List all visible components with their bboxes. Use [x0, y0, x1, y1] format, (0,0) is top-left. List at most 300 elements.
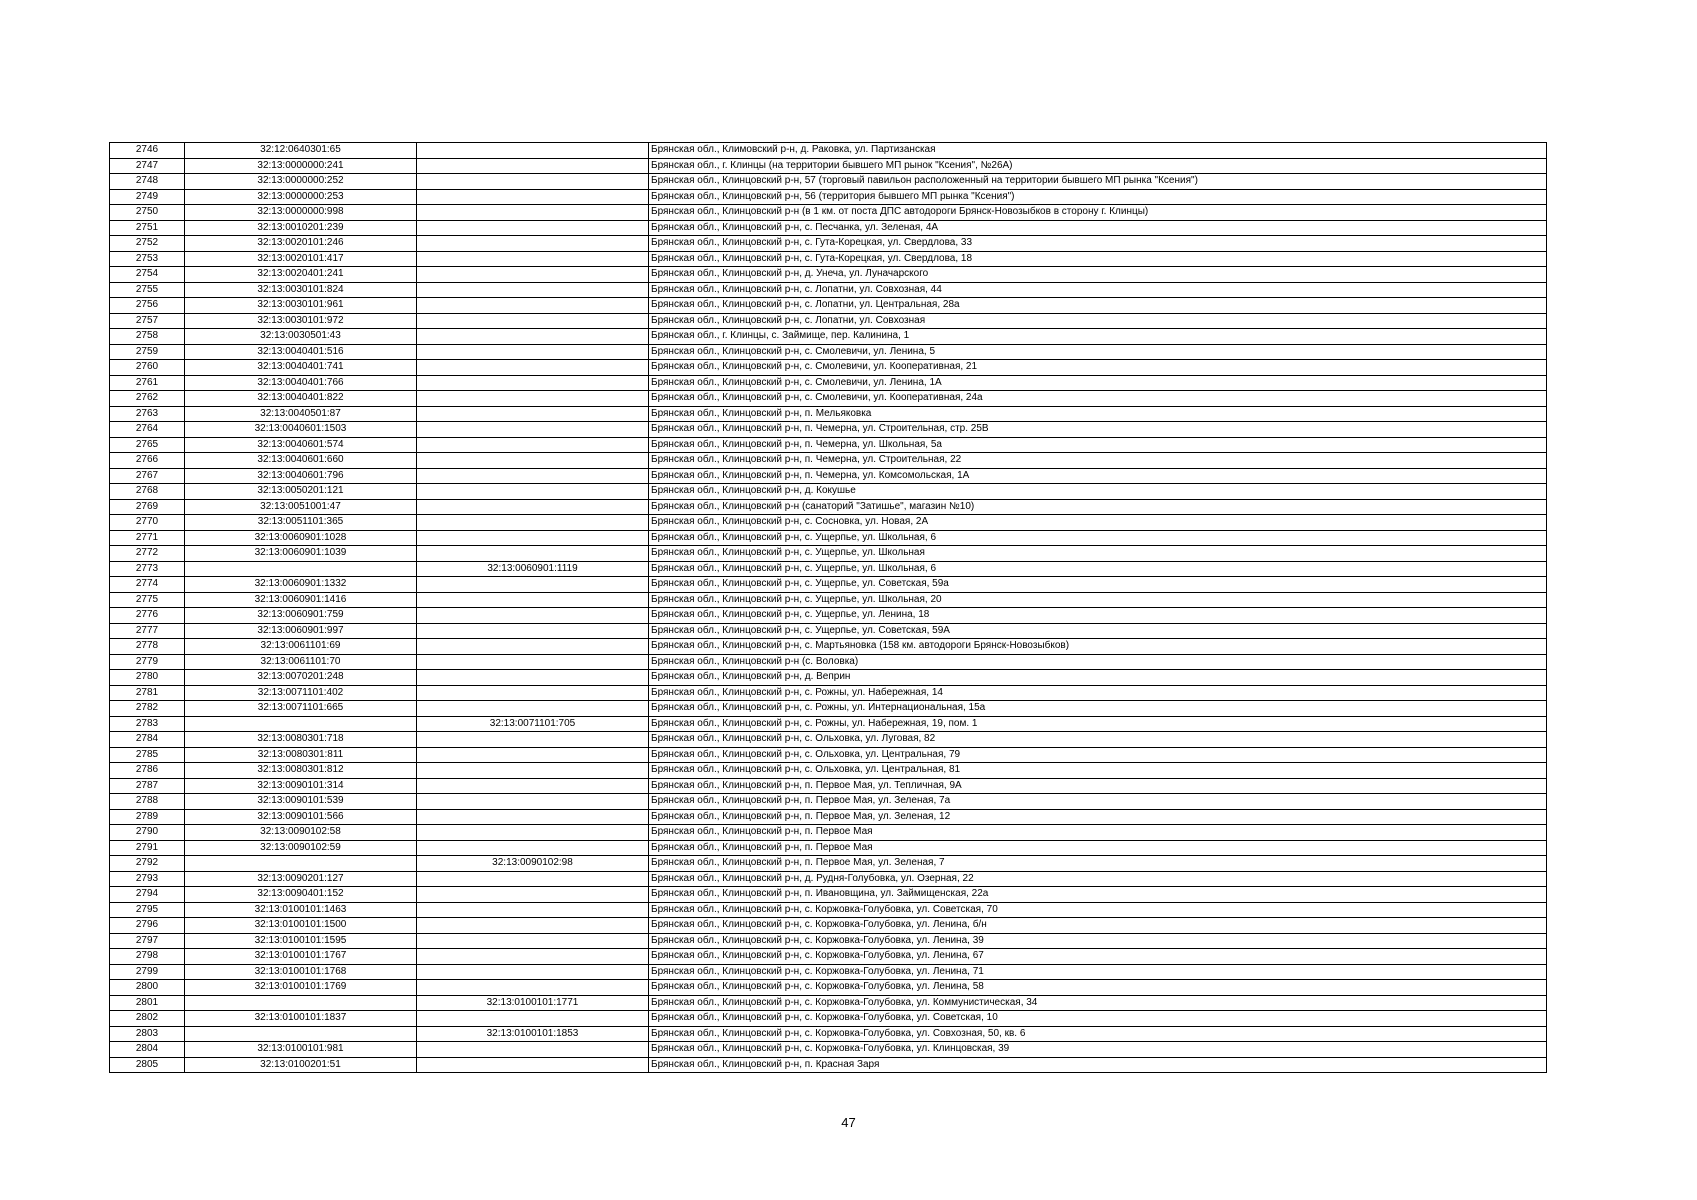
- table-row: [110, 871, 1547, 887]
- table-row: [110, 623, 1547, 639]
- address-cell: Брянская обл., Клинцовский р-н, с. Смолевичи, ул. Ленина, 1А: [649, 375, 1547, 391]
- table-row: [110, 174, 1547, 190]
- building-cadastral-number-cell: [417, 918, 649, 934]
- building-cadastral-number-cell: [417, 654, 649, 670]
- address-cell: Брянская обл., Клинцовский р-н, с. Ущерпье, ул. Школьная, 6: [649, 561, 1547, 577]
- row-number-cell: 2802: [110, 1011, 185, 1027]
- row-number-cell: 2783: [110, 716, 185, 732]
- address-cell: Брянская обл., Клинцовский р-н, с. Смолевичи, ул. Кооперативная, 21: [649, 360, 1547, 376]
- building-cadastral-number-cell: [417, 267, 649, 283]
- row-number-cell: 2752: [110, 236, 185, 252]
- building-cadastral-number-cell: [417, 623, 649, 639]
- address-cell: Брянская обл., Клинцовский р-н, с. Коржовка-Голубовка, ул. Советская, 10: [649, 1011, 1547, 1027]
- address-cell: Брянская обл., Клинцовский р-н, с. Ущерпье, ул. Школьная: [649, 546, 1547, 562]
- table-row: [110, 313, 1547, 329]
- building-cadastral-number-cell: [417, 701, 649, 717]
- row-number-cell: 2770: [110, 515, 185, 531]
- address-cell: Брянская обл., Клинцовский р-н, с. Рожны, ул. Интернациональная, 15а: [649, 701, 1547, 717]
- land-cadastral-number-cell: 32:13:0061101:70: [185, 654, 417, 670]
- land-cadastral-number-cell: [185, 561, 417, 577]
- row-number-cell: 2746: [110, 143, 185, 159]
- row-number-cell: 2774: [110, 577, 185, 593]
- row-number-cell: 2785: [110, 747, 185, 763]
- row-number-cell: 2789: [110, 809, 185, 825]
- row-number-cell: 2804: [110, 1042, 185, 1058]
- building-cadastral-number-cell: [417, 1011, 649, 1027]
- row-number-cell: 2756: [110, 298, 185, 314]
- land-cadastral-number-cell: 32:13:0020101:417: [185, 251, 417, 267]
- building-cadastral-number-cell: [417, 236, 649, 252]
- land-cadastral-number-cell: [185, 856, 417, 872]
- address-cell: Брянская обл., Клинцовский р-н, п. Чемерна, ул. Строительная, 22: [649, 453, 1547, 469]
- land-cadastral-number-cell: 32:13:0000000:241: [185, 158, 417, 174]
- table-row: [110, 220, 1547, 236]
- table-row: [110, 763, 1547, 779]
- building-cadastral-number-cell: [417, 980, 649, 996]
- row-number-cell: 2801: [110, 995, 185, 1011]
- table-row: [110, 360, 1547, 376]
- table-row: [110, 391, 1547, 407]
- land-cadastral-number-cell: 32:13:0020401:241: [185, 267, 417, 283]
- building-cadastral-number-cell: [417, 468, 649, 484]
- row-number-cell: 2772: [110, 546, 185, 562]
- row-number-cell: 2800: [110, 980, 185, 996]
- table-row: [110, 236, 1547, 252]
- building-cadastral-number-cell: [417, 530, 649, 546]
- table-row: [110, 267, 1547, 283]
- table-row: [110, 561, 1547, 577]
- table-row: [110, 468, 1547, 484]
- land-cadastral-number-cell: 32:13:0060901:1332: [185, 577, 417, 593]
- land-cadastral-number-cell: 32:13:0090101:314: [185, 778, 417, 794]
- table-row: [110, 639, 1547, 655]
- row-number-cell: 2762: [110, 391, 185, 407]
- address-cell: Брянская обл., Клинцовский р-н, п. Ивановщина, ул. Займищенская, 22а: [649, 887, 1547, 903]
- building-cadastral-number-cell: [417, 329, 649, 345]
- land-cadastral-number-cell: 32:13:0040401:516: [185, 344, 417, 360]
- table-row: [110, 716, 1547, 732]
- building-cadastral-number-cell: [417, 375, 649, 391]
- address-cell: Брянская обл., Клинцовский р-н, с. Коржовка-Голубовка, ул. Ленина, 67: [649, 949, 1547, 965]
- address-cell: Брянская обл., Клинцовский р-н, с. Лопатни, ул. Центральная, 28а: [649, 298, 1547, 314]
- table-row: [110, 732, 1547, 748]
- address-cell: Брянская обл., Клинцовский р-н, с. Ущерпье, ул. Советская, 59а: [649, 577, 1547, 593]
- address-cell: Брянская обл., Клинцовский р-н, 56 (территория бывшего МП рынка "Ксения"): [649, 189, 1547, 205]
- address-cell: Брянская обл., Клинцовский р-н, п. Красная Заря: [649, 1057, 1547, 1073]
- table-row: [110, 794, 1547, 810]
- building-cadastral-number-cell: [417, 344, 649, 360]
- address-cell: Брянская обл., Клинцовский р-н, с. Мартьяновка (158 км. автодороги Брянск-Новозыбков): [649, 639, 1547, 655]
- address-cell: Брянская обл., Клинцовский р-н, п. Первое Мая, ул. Зеленая, 7: [649, 856, 1547, 872]
- table-row: [110, 1026, 1547, 1042]
- address-cell: Брянская обл., Клинцовский р-н, с. Коржовка-Голубовка, ул. Ленина, 71: [649, 964, 1547, 980]
- address-cell: Брянская обл., Клинцовский р-н, с. Сосновка, ул. Новая, 2А: [649, 515, 1547, 531]
- table-row: [110, 329, 1547, 345]
- property-registry-table: [109, 142, 1547, 1073]
- land-cadastral-number-cell: 32:13:0100101:1768: [185, 964, 417, 980]
- row-number-cell: 2781: [110, 685, 185, 701]
- address-cell: Брянская обл., Клинцовский р-н, с. Гута-Корецкая, ул. Свердлова, 33: [649, 236, 1547, 252]
- row-number-cell: 2771: [110, 530, 185, 546]
- address-cell: Брянская обл., Клинцовский р-н, с. Лопатни, ул. Совхозная: [649, 313, 1547, 329]
- row-number-cell: 2799: [110, 964, 185, 980]
- building-cadastral-number-cell: [417, 406, 649, 422]
- building-cadastral-number-cell: [417, 840, 649, 856]
- building-cadastral-number-cell: [417, 577, 649, 593]
- table-row: [110, 437, 1547, 453]
- address-cell: Брянская обл., Клинцовский р-н, д. Рудня-Голубовка, ул. Озерная, 22: [649, 871, 1547, 887]
- table-row: [110, 701, 1547, 717]
- row-number-cell: 2786: [110, 763, 185, 779]
- table-row: [110, 344, 1547, 360]
- row-number-cell: 2798: [110, 949, 185, 965]
- address-cell: Брянская обл., Клинцовский р-н, с. Рожны, ул. Набережная, 14: [649, 685, 1547, 701]
- table-row: [110, 964, 1547, 980]
- land-cadastral-number-cell: 32:13:0030501:43: [185, 329, 417, 345]
- table-row: [110, 887, 1547, 903]
- building-cadastral-number-cell: [417, 158, 649, 174]
- building-cadastral-number-cell: [417, 763, 649, 779]
- building-cadastral-number-cell: 32:13:0071101:705: [417, 716, 649, 732]
- land-cadastral-number-cell: 32:13:0040601:660: [185, 453, 417, 469]
- row-number-cell: 2767: [110, 468, 185, 484]
- address-cell: Брянская обл., Клинцовский р-н, с. Лопатни, ул. Совхозная, 44: [649, 282, 1547, 298]
- row-number-cell: 2750: [110, 205, 185, 221]
- land-cadastral-number-cell: 32:13:0060901:759: [185, 608, 417, 624]
- building-cadastral-number-cell: [417, 282, 649, 298]
- building-cadastral-number-cell: [417, 298, 649, 314]
- row-number-cell: 2784: [110, 732, 185, 748]
- address-cell: Брянская обл., г. Клинцы (на территории бывшего МП рынок "Ксения", №26А): [649, 158, 1547, 174]
- address-cell: Брянская обл., Клинцовский р-н (санаторий "Затишье", магазин №10): [649, 499, 1547, 515]
- land-cadastral-number-cell: 32:13:0100101:1767: [185, 949, 417, 965]
- address-cell: Брянская обл., Клинцовский р-н, п. Первое Мая, ул. Тепличная, 9А: [649, 778, 1547, 794]
- address-cell: Брянская обл., Клинцовский р-н, с. Коржовка-Голубовка, ул. Ленина, б/н: [649, 918, 1547, 934]
- land-cadastral-number-cell: 32:13:0100101:1837: [185, 1011, 417, 1027]
- row-number-cell: 2766: [110, 453, 185, 469]
- building-cadastral-number-cell: [417, 794, 649, 810]
- address-cell: Брянская обл., Клинцовский р-н, с. Ущерпье, ул. Советская, 59А: [649, 623, 1547, 639]
- building-cadastral-number-cell: 32:13:0100101:1771: [417, 995, 649, 1011]
- building-cadastral-number-cell: [417, 515, 649, 531]
- row-number-cell: 2747: [110, 158, 185, 174]
- building-cadastral-number-cell: [417, 143, 649, 159]
- address-cell: Брянская обл., Клинцовский р-н, с. Коржовка-Голубовка, ул. Совхозная, 50, кв. 6: [649, 1026, 1547, 1042]
- building-cadastral-number-cell: 32:13:0100101:1853: [417, 1026, 649, 1042]
- row-number-cell: 2803: [110, 1026, 185, 1042]
- table-row: [110, 375, 1547, 391]
- table-row: [110, 453, 1547, 469]
- land-cadastral-number-cell: [185, 995, 417, 1011]
- building-cadastral-number-cell: [417, 608, 649, 624]
- land-cadastral-number-cell: 32:13:0090101:566: [185, 809, 417, 825]
- address-cell: Брянская обл., Климовский р-н, д. Раковка, ул. Партизанская: [649, 143, 1547, 159]
- row-number-cell: 2754: [110, 267, 185, 283]
- row-number-cell: 2790: [110, 825, 185, 841]
- table-row: [110, 406, 1547, 422]
- land-cadastral-number-cell: 32:13:0061101:69: [185, 639, 417, 655]
- building-cadastral-number-cell: [417, 453, 649, 469]
- building-cadastral-number-cell: [417, 670, 649, 686]
- row-number-cell: 2758: [110, 329, 185, 345]
- land-cadastral-number-cell: 32:13:0100101:1769: [185, 980, 417, 996]
- row-number-cell: 2763: [110, 406, 185, 422]
- land-cadastral-number-cell: 32:13:0100201:51: [185, 1057, 417, 1073]
- row-number-cell: 2760: [110, 360, 185, 376]
- table-row: [110, 809, 1547, 825]
- land-cadastral-number-cell: 32:13:0040401:766: [185, 375, 417, 391]
- building-cadastral-number-cell: [417, 592, 649, 608]
- building-cadastral-number-cell: [417, 809, 649, 825]
- building-cadastral-number-cell: [417, 251, 649, 267]
- row-number-cell: 2793: [110, 871, 185, 887]
- table-row: [110, 577, 1547, 593]
- address-cell: Брянская обл., Клинцовский р-н, с. Рожны, ул. Набережная, 19, пом. 1: [649, 716, 1547, 732]
- address-cell: Брянская обл., Клинцовский р-н, п. Первое Мая, ул. Зеленая, 12: [649, 809, 1547, 825]
- building-cadastral-number-cell: [417, 546, 649, 562]
- address-cell: Брянская обл., Клинцовский р-н (с. Воловка): [649, 654, 1547, 670]
- address-cell: Брянская обл., Клинцовский р-н, с. Коржовка-Голубовка, ул. Советская, 70: [649, 902, 1547, 918]
- land-cadastral-number-cell: 32:13:0040601:574: [185, 437, 417, 453]
- land-cadastral-number-cell: 32:13:0100101:1595: [185, 933, 417, 949]
- land-cadastral-number-cell: [185, 716, 417, 732]
- row-number-cell: 2757: [110, 313, 185, 329]
- table-row: [110, 670, 1547, 686]
- land-cadastral-number-cell: 32:13:0000000:252: [185, 174, 417, 190]
- row-number-cell: 2796: [110, 918, 185, 934]
- address-cell: Брянская обл., Клинцовский р-н, п. Первое Мая: [649, 825, 1547, 841]
- table-row: [110, 778, 1547, 794]
- row-number-cell: 2805: [110, 1057, 185, 1073]
- row-number-cell: 2773: [110, 561, 185, 577]
- land-cadastral-number-cell: 32:13:0040501:87: [185, 406, 417, 422]
- land-cadastral-number-cell: 32:13:0080301:718: [185, 732, 417, 748]
- registry-table-body: [110, 143, 1547, 1073]
- table-row: [110, 530, 1547, 546]
- table-row: [110, 918, 1547, 934]
- table-row: [110, 499, 1547, 515]
- row-number-cell: 2794: [110, 887, 185, 903]
- building-cadastral-number-cell: [417, 825, 649, 841]
- row-number-cell: 2795: [110, 902, 185, 918]
- land-cadastral-number-cell: 32:13:0000000:253: [185, 189, 417, 205]
- building-cadastral-number-cell: [417, 685, 649, 701]
- table-row: [110, 825, 1547, 841]
- address-cell: Брянская обл., Клинцовский р-н, п. Первое Мая, ул. Зеленая, 7а: [649, 794, 1547, 810]
- row-number-cell: 2753: [110, 251, 185, 267]
- building-cadastral-number-cell: 32:13:0090102:98: [417, 856, 649, 872]
- row-number-cell: 2776: [110, 608, 185, 624]
- building-cadastral-number-cell: [417, 933, 649, 949]
- row-number-cell: 2792: [110, 856, 185, 872]
- row-number-cell: 2764: [110, 422, 185, 438]
- row-number-cell: 2749: [110, 189, 185, 205]
- land-cadastral-number-cell: 32:13:0051001:47: [185, 499, 417, 515]
- land-cadastral-number-cell: 32:13:0040601:796: [185, 468, 417, 484]
- land-cadastral-number-cell: 32:13:0040401:822: [185, 391, 417, 407]
- address-cell: Брянская обл., Клинцовский р-н, с. Смолевичи, ул. Ленина, 5: [649, 344, 1547, 360]
- building-cadastral-number-cell: [417, 174, 649, 190]
- table-row: [110, 1057, 1547, 1073]
- land-cadastral-number-cell: 32:13:0090401:152: [185, 887, 417, 903]
- land-cadastral-number-cell: 32:13:0040401:741: [185, 360, 417, 376]
- address-cell: Брянская обл., Клинцовский р-н, с. Ольховка, ул. Центральная, 81: [649, 763, 1547, 779]
- table-row: [110, 282, 1547, 298]
- address-cell: Брянская обл., Клинцовский р-н, с. Коржовка-Голубовка, ул. Ленина, 39: [649, 933, 1547, 949]
- land-cadastral-number-cell: 32:13:0051101:365: [185, 515, 417, 531]
- building-cadastral-number-cell: [417, 313, 649, 329]
- address-cell: Брянская обл., Клинцовский р-н, п. Чемерна, ул. Школьная, 5а: [649, 437, 1547, 453]
- address-cell: Брянская обл., Клинцовский р-н, с. Коржовка-Голубовка, ул. Ленина, 58: [649, 980, 1547, 996]
- address-cell: Брянская обл., Клинцовский р-н, с. Ольховка, ул. Центральная, 79: [649, 747, 1547, 763]
- building-cadastral-number-cell: [417, 189, 649, 205]
- address-cell: Брянская обл., Клинцовский р-н, с. Песчанка, ул. Зеленая, 4А: [649, 220, 1547, 236]
- building-cadastral-number-cell: [417, 887, 649, 903]
- table-row: [110, 856, 1547, 872]
- land-cadastral-number-cell: 32:13:0050201:121: [185, 484, 417, 500]
- table-row: [110, 484, 1547, 500]
- building-cadastral-number-cell: [417, 391, 649, 407]
- building-cadastral-number-cell: 32:13:0060901:1119: [417, 561, 649, 577]
- address-cell: Брянская обл., Клинцовский р-н, с. Ольховка, ул. Луговая, 82: [649, 732, 1547, 748]
- land-cadastral-number-cell: 32:13:0060901:1028: [185, 530, 417, 546]
- row-number-cell: 2761: [110, 375, 185, 391]
- table-row: [110, 251, 1547, 267]
- table-row: [110, 515, 1547, 531]
- building-cadastral-number-cell: [417, 205, 649, 221]
- building-cadastral-number-cell: [417, 964, 649, 980]
- table-row: [110, 840, 1547, 856]
- address-cell: Брянская обл., Клинцовский р-н, с. Гута-Корецкая, ул. Свердлова, 18: [649, 251, 1547, 267]
- land-cadastral-number-cell: 32:13:0010201:239: [185, 220, 417, 236]
- row-number-cell: 2775: [110, 592, 185, 608]
- building-cadastral-number-cell: [417, 484, 649, 500]
- table-row: [110, 949, 1547, 965]
- building-cadastral-number-cell: [417, 360, 649, 376]
- address-cell: Брянская обл., Клинцовский р-н, д. Унеча, ул. Луначарского: [649, 267, 1547, 283]
- row-number-cell: 2788: [110, 794, 185, 810]
- building-cadastral-number-cell: [417, 747, 649, 763]
- address-cell: Брянская обл., Клинцовский р-н, п. Мельяковка: [649, 406, 1547, 422]
- land-cadastral-number-cell: 32:13:0071101:402: [185, 685, 417, 701]
- table-row: [110, 995, 1547, 1011]
- address-cell: Брянская обл., Клинцовский р-н, п. Чемерна, ул. Строительная, стр. 25В: [649, 422, 1547, 438]
- address-cell: Брянская обл., Клинцовский р-н (в 1 км. от поста ДПС автодороги Брянск-Новозыбков в сторону г. Клинцы): [649, 205, 1547, 221]
- land-cadastral-number-cell: 32:13:0090102:59: [185, 840, 417, 856]
- row-number-cell: 2780: [110, 670, 185, 686]
- land-cadastral-number-cell: 32:13:0080301:811: [185, 747, 417, 763]
- table-row: [110, 747, 1547, 763]
- table-row: [110, 205, 1547, 221]
- table-row: [110, 592, 1547, 608]
- building-cadastral-number-cell: [417, 639, 649, 655]
- row-number-cell: 2768: [110, 484, 185, 500]
- row-number-cell: 2755: [110, 282, 185, 298]
- land-cadastral-number-cell: 32:13:0090102:58: [185, 825, 417, 841]
- address-cell: Брянская обл., Клинцовский р-н, с. Смолевичи, ул. Кооперативная, 24а: [649, 391, 1547, 407]
- building-cadastral-number-cell: [417, 902, 649, 918]
- address-cell: Брянская обл., Клинцовский р-н, 57 (торговый павильон расположенный на территории бывшего МП рынка "Ксения"): [649, 174, 1547, 190]
- land-cadastral-number-cell: 32:13:0100101:1500: [185, 918, 417, 934]
- land-cadastral-number-cell: 32:13:0071101:665: [185, 701, 417, 717]
- address-cell: Брянская обл., Клинцовский р-н, п. Чемерна, ул. Комсомольская, 1А: [649, 468, 1547, 484]
- building-cadastral-number-cell: [417, 871, 649, 887]
- table-row: [110, 422, 1547, 438]
- table-row: [110, 654, 1547, 670]
- row-number-cell: 2748: [110, 174, 185, 190]
- address-cell: Брянская обл., Клинцовский р-н, с. Ущерпье, ул. Школьная, 20: [649, 592, 1547, 608]
- row-number-cell: 2779: [110, 654, 185, 670]
- land-cadastral-number-cell: 32:13:0020101:246: [185, 236, 417, 252]
- row-number-cell: 2751: [110, 220, 185, 236]
- address-cell: Брянская обл., Клинцовский р-н, с. Ущерпье, ул. Школьная, 6: [649, 530, 1547, 546]
- address-cell: Брянская обл., г. Клинцы, с. Займище, пер. Калинина, 1: [649, 329, 1547, 345]
- table-row: [110, 158, 1547, 174]
- land-cadastral-number-cell: 32:13:0070201:248: [185, 670, 417, 686]
- building-cadastral-number-cell: [417, 1042, 649, 1058]
- land-cadastral-number-cell: 32:13:0100101:1463: [185, 902, 417, 918]
- table-row: [110, 608, 1547, 624]
- page-number: 47: [841, 1115, 856, 1130]
- table-row: [110, 980, 1547, 996]
- building-cadastral-number-cell: [417, 220, 649, 236]
- row-number-cell: 2782: [110, 701, 185, 717]
- land-cadastral-number-cell: 32:13:0060901:997: [185, 623, 417, 639]
- land-cadastral-number-cell: 32:13:0080301:812: [185, 763, 417, 779]
- land-cadastral-number-cell: 32:13:0030101:972: [185, 313, 417, 329]
- table-row: [110, 298, 1547, 314]
- address-cell: Брянская обл., Клинцовский р-н, п. Первое Мая: [649, 840, 1547, 856]
- table-row: [110, 685, 1547, 701]
- land-cadastral-number-cell: 32:13:0090201:127: [185, 871, 417, 887]
- table-row: [110, 1042, 1547, 1058]
- land-cadastral-number-cell: 32:12:0640301:65: [185, 143, 417, 159]
- address-cell: Брянская обл., Клинцовский р-н, д. Кокушье: [649, 484, 1547, 500]
- building-cadastral-number-cell: [417, 949, 649, 965]
- table-row: [110, 933, 1547, 949]
- row-number-cell: 2769: [110, 499, 185, 515]
- address-cell: Брянская обл., Клинцовский р-н, с. Коржовка-Голубовка, ул. Коммунистическая, 34: [649, 995, 1547, 1011]
- table-row: [110, 143, 1547, 159]
- table-row: [110, 189, 1547, 205]
- land-cadastral-number-cell: 32:13:0030101:824: [185, 282, 417, 298]
- land-cadastral-number-cell: 32:13:0100101:981: [185, 1042, 417, 1058]
- row-number-cell: 2778: [110, 639, 185, 655]
- table-row: [110, 902, 1547, 918]
- row-number-cell: 2797: [110, 933, 185, 949]
- land-cadastral-number-cell: 32:13:0060901:1416: [185, 592, 417, 608]
- land-cadastral-number-cell: [185, 1026, 417, 1042]
- row-number-cell: 2791: [110, 840, 185, 856]
- land-cadastral-number-cell: 32:13:0030101:961: [185, 298, 417, 314]
- row-number-cell: 2777: [110, 623, 185, 639]
- address-cell: Брянская обл., Клинцовский р-н, д. Веприн: [649, 670, 1547, 686]
- building-cadastral-number-cell: [417, 437, 649, 453]
- land-cadastral-number-cell: 32:13:0060901:1039: [185, 546, 417, 562]
- table-row: [110, 546, 1547, 562]
- land-cadastral-number-cell: 32:13:0090101:539: [185, 794, 417, 810]
- land-cadastral-number-cell: 32:13:0000000:998: [185, 205, 417, 221]
- land-cadastral-number-cell: 32:13:0040601:1503: [185, 422, 417, 438]
- building-cadastral-number-cell: [417, 499, 649, 515]
- row-number-cell: 2759: [110, 344, 185, 360]
- building-cadastral-number-cell: [417, 422, 649, 438]
- building-cadastral-number-cell: [417, 732, 649, 748]
- table-row: [110, 1011, 1547, 1027]
- building-cadastral-number-cell: [417, 1057, 649, 1073]
- address-cell: Брянская обл., Клинцовский р-н, с. Коржовка-Голубовка, ул. Клинцовская, 39: [649, 1042, 1547, 1058]
- row-number-cell: 2787: [110, 778, 185, 794]
